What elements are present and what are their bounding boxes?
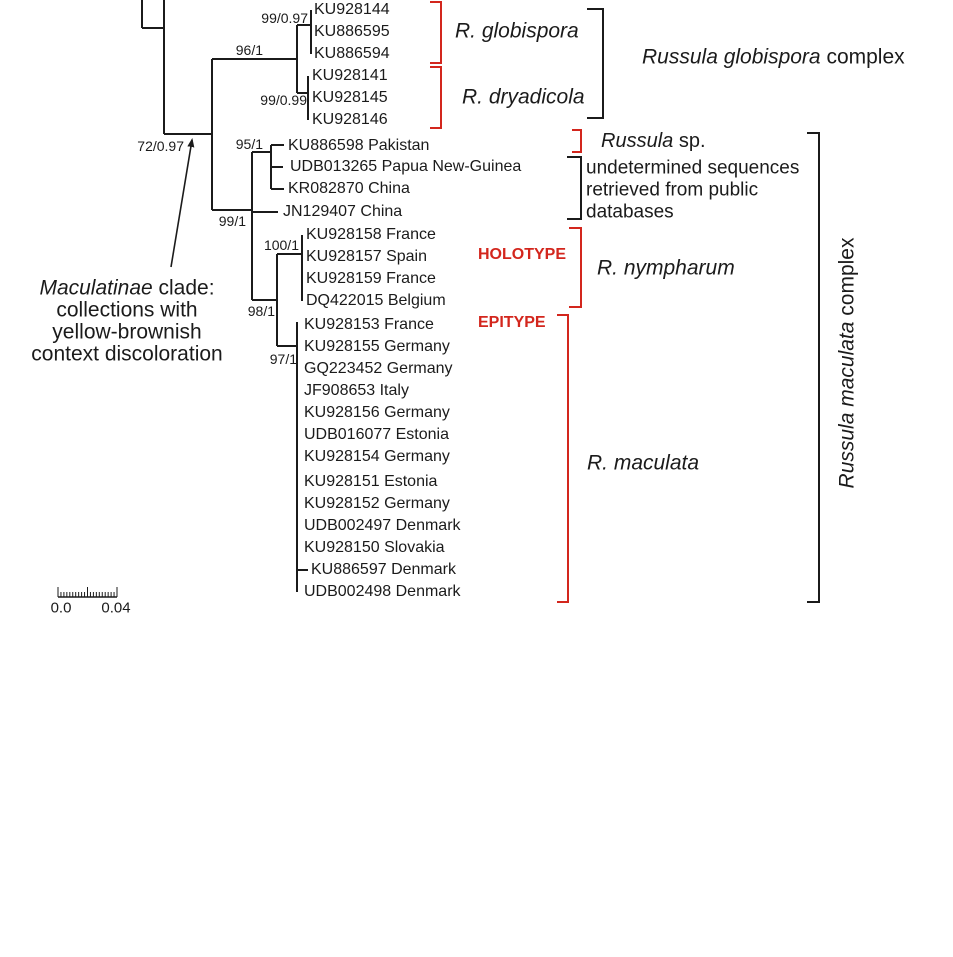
taxon-label: UDB013265 Papua New-Guinea (290, 158, 522, 175)
italic-text: R. nympharum (597, 256, 735, 280)
taxon-label: KU928158 France (306, 226, 436, 243)
clade-label-holotype (478, 247, 566, 263)
italic-text: Russula globispora (642, 45, 821, 69)
text: databases (586, 201, 674, 223)
taxon-label: KU928153 France (304, 316, 434, 333)
taxon-label: KU928155 Germany (304, 338, 450, 355)
taxon-label: KR082870 China (288, 180, 410, 197)
taxon-label: KU928144 (314, 1, 390, 18)
italic-text: Maculatinae (39, 276, 153, 300)
support-value-label: 72/0.97 (137, 138, 184, 154)
taxon-label: UDB002498 Denmark (304, 583, 461, 600)
taxon-label: KU928154 Germany (304, 448, 450, 465)
clade-label-r-nympharum (597, 258, 735, 279)
text: complex (820, 45, 905, 69)
italic-text: Russula (601, 130, 674, 152)
taxon-label: KU928145 (312, 89, 388, 106)
text: retrieved from public (586, 179, 759, 201)
clade-label-r-dryadicola (462, 87, 585, 108)
text: HOLOTYPE (478, 246, 567, 263)
taxon-label: KU928146 (312, 111, 388, 128)
taxon-label: KU928152 Germany (304, 495, 450, 512)
taxon-label: UDB002497 Denmark (304, 517, 461, 534)
taxon-label: KU886597 Denmark (311, 561, 456, 578)
taxon-label: KU928151 Estonia (304, 473, 438, 490)
clade-label-undetermined-line-2 (586, 181, 758, 200)
italic-text: R. maculata (587, 451, 700, 475)
support-value-label: 99/0.99 (260, 92, 307, 108)
support-value-label: 96/1 (235, 42, 263, 58)
taxon-label: GQ223452 Germany (304, 360, 453, 377)
taxon-label: JF908653 Italy (304, 382, 409, 399)
support-value-label: 98/1 (247, 303, 275, 319)
clade-label-undetermined-line-1 (586, 159, 799, 178)
clade-label-r-maculata (587, 453, 699, 474)
italic-text: Russula maculata (835, 321, 859, 489)
text: collections with (56, 298, 198, 322)
support-value-label: 95/1 (235, 136, 263, 152)
taxon-label: KU928156 Germany (304, 404, 450, 421)
text: EPITYPE (478, 314, 546, 331)
annotation-line-2 (56, 300, 197, 321)
clade-label-undetermined-line-3 (586, 203, 674, 222)
text: yellow-brownish (52, 320, 202, 344)
text: sp. (673, 130, 706, 152)
annotation-line-3 (52, 322, 201, 343)
support-value-label: 99/0.97 (261, 10, 308, 26)
taxon-label: KU886595 (314, 23, 390, 40)
text: clade: (152, 276, 215, 300)
clade-label-russula-sp (601, 131, 706, 151)
text: undetermined sequences (586, 157, 800, 179)
scale-bar-label-1: 0.04 (101, 599, 131, 617)
support-value-label: 100/1 (263, 237, 299, 253)
text: context discoloration (31, 342, 223, 366)
support-value-label: 97/1 (269, 351, 297, 367)
taxon-label: JN129407 China (283, 203, 403, 220)
annotation-line-4 (31, 344, 222, 365)
italic-text: R. globispora (455, 19, 579, 43)
annotation-line-1 (39, 278, 214, 299)
clade-label-globispora-complex (642, 47, 905, 68)
clade-label-r-globispora (455, 21, 579, 42)
taxon-label: KU928159 France (306, 270, 436, 287)
taxon-label: KU886594 (314, 45, 390, 62)
clade-label-maculata-complex (837, 238, 858, 489)
taxon-label: KU928150 Slovakia (304, 539, 445, 556)
taxon-label: DQ422015 Belgium (306, 292, 446, 309)
taxon-label: UDB016077 Estonia (304, 426, 449, 443)
italic-text: R. dryadicola (462, 85, 585, 109)
taxon-label: KU928157 Spain (306, 248, 427, 265)
scale-bar-label-0: 0.0 (50, 599, 72, 617)
text: complex (835, 237, 859, 322)
taxon-label: KU886598 Pakistan (288, 137, 430, 154)
clade-label-epitype (478, 315, 546, 331)
taxon-label: KU928141 (312, 67, 388, 84)
support-value-label: 99/1 (218, 213, 246, 229)
